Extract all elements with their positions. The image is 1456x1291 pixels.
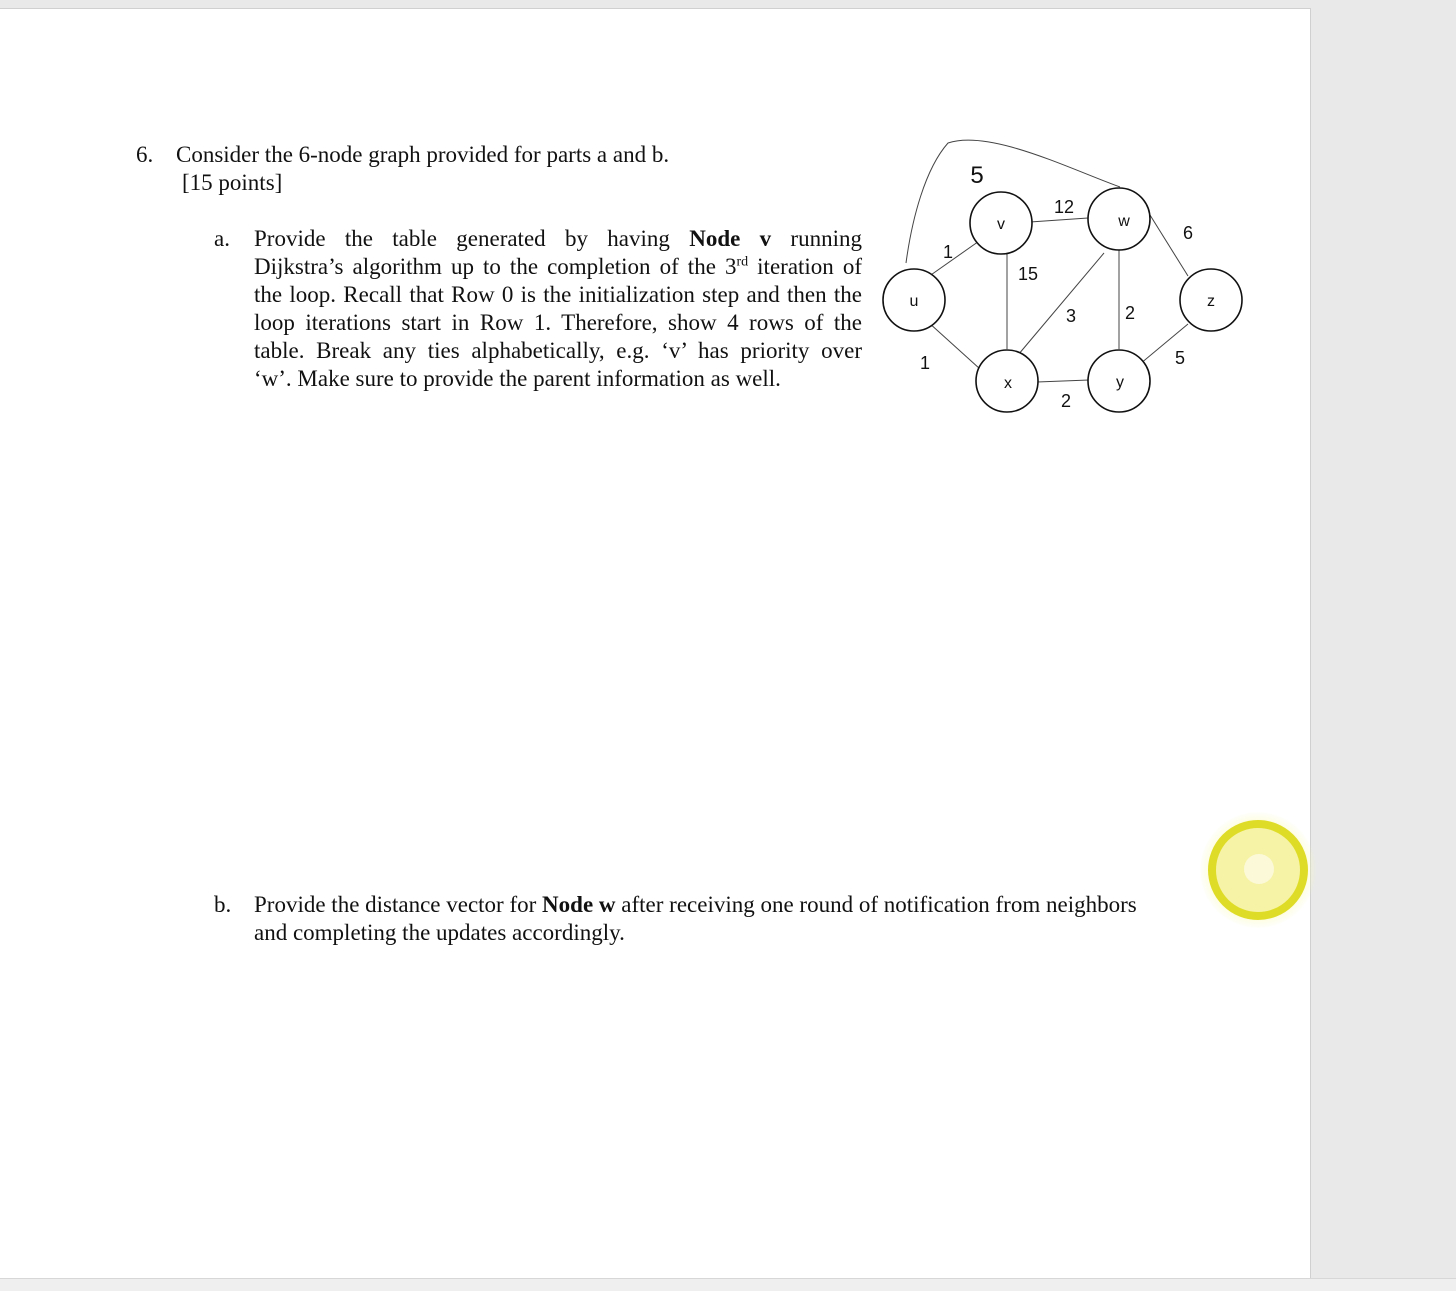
part-a-line-3: the loop. Recall that Row 0 is the initialization step and then the (254, 282, 862, 307)
part-a-line-6: ‘w’. Make sure to provide the parent information as well. (254, 366, 781, 391)
part-a-line-1: Provide the table generated by having Node v running (254, 226, 862, 251)
part-b-line-2: and completing the updates accordingly. (254, 920, 625, 945)
edge-w-z (1145, 207, 1188, 276)
node-w-emphasis: Node w (542, 892, 616, 917)
node-z-label: z (1207, 293, 1215, 310)
part-a-line-4: loop iterations start in Row 1. Therefore, show 4 rows of the (254, 310, 862, 335)
node-v-label: v (997, 216, 1005, 233)
node-y-label: y (1116, 374, 1124, 391)
weight-v-x: 15 (1017, 264, 1039, 284)
edge-x-y (1037, 380, 1089, 382)
weight-y-z: 5 (1174, 348, 1186, 368)
cursor-dot (1244, 854, 1274, 884)
part-b-label: b. (214, 892, 232, 917)
edge-u-x (928, 322, 980, 369)
part-a-text (254, 225, 862, 393)
edge-v-w (1030, 218, 1088, 222)
part-b-line-1: Provide the distance vector for Node w after receiving one round of notification from neighbors (254, 892, 1137, 917)
weight-w-y: 2 (1124, 303, 1136, 323)
weight-v-w: 12 (1053, 197, 1075, 217)
question-points: [15 points] (182, 170, 283, 195)
weight-x-y: 2 (1060, 391, 1072, 411)
node-x-label: x (1004, 375, 1012, 392)
window-bottom-edge (0, 1278, 1456, 1291)
node-v-emphasis: Node v (689, 226, 772, 251)
weight-u-v: 1 (942, 242, 954, 262)
question-title: Consider the 6-node graph provided for parts a and b. (176, 142, 670, 167)
network-graph (870, 129, 1250, 429)
weight-u-x: 1 (919, 353, 931, 373)
part-a-line-2: Dijkstra’s algorithm up to the completion of the 3rd iteration of (254, 254, 863, 279)
part-a-label: a. (214, 226, 230, 251)
weight-u-w: 5 (970, 162, 984, 189)
node-u-label: u (909, 293, 919, 310)
part-a-line-5: table. Break any ties alphabetically, e.g. ‘v’ has priority over (254, 338, 862, 363)
edge-u-v (928, 239, 982, 277)
question-number: 6. (136, 142, 154, 167)
node-w-label: w (1118, 213, 1130, 230)
part-b-text (254, 891, 1137, 947)
weight-x-w: 3 (1065, 306, 1077, 326)
weight-w-z: 6 (1182, 223, 1194, 243)
document-page (0, 8, 1311, 1279)
cursor-highlight-icon (1200, 812, 1316, 928)
